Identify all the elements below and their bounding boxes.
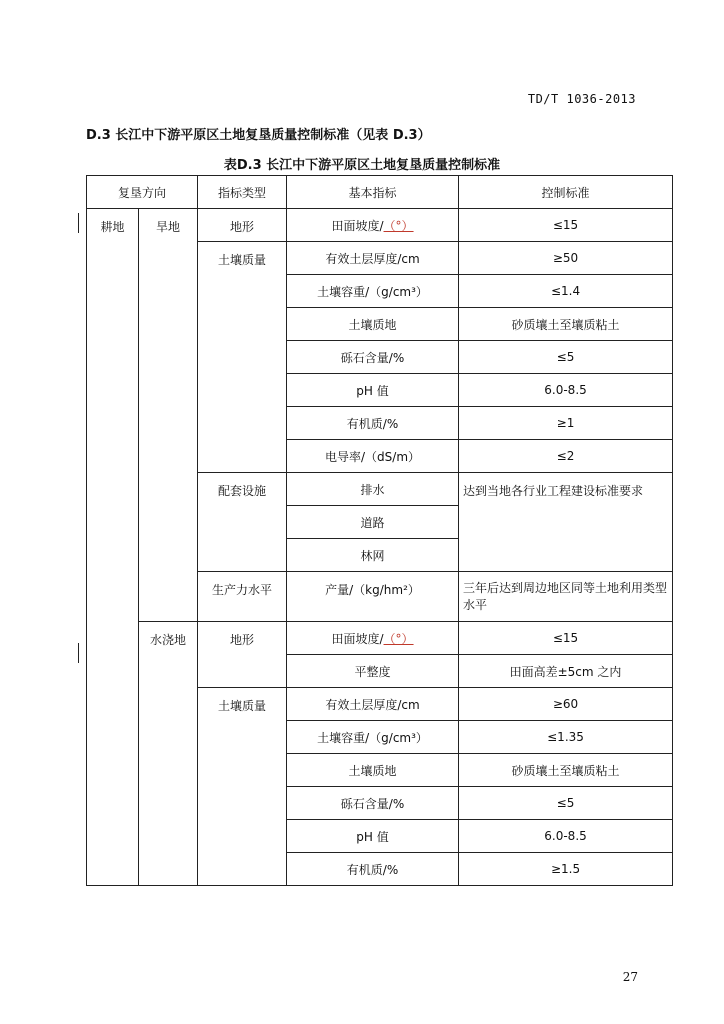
indicator-cell: 有效土层厚度/cm bbox=[287, 242, 459, 275]
revision-bar bbox=[78, 643, 79, 663]
standard-cell: ≤2 bbox=[459, 440, 673, 473]
standard-cell: ≥60 bbox=[459, 688, 673, 721]
type-cell: 土壤质量 bbox=[198, 688, 287, 886]
indicator-cell: 砾石含量/% bbox=[287, 787, 459, 820]
table-caption: 表D.3 长江中下游平原区土地复垦质量控制标准 bbox=[223, 158, 501, 173]
header-direction: 复垦方向 bbox=[87, 176, 198, 209]
type-cell: 生产力水平 bbox=[198, 572, 287, 622]
standard-cell: ≤15 bbox=[459, 209, 673, 242]
section-heading: D.3 长江中下游平原区土地复垦质量控制标准（见表 D.3） bbox=[86, 128, 431, 143]
indicator-cell: 土壤质地 bbox=[287, 308, 459, 341]
indicator-cell: 平整度 bbox=[287, 655, 459, 688]
dryland-cell: 旱地 bbox=[139, 209, 198, 622]
standard-cell: ≥1.5 bbox=[459, 853, 673, 886]
indicator-cell bbox=[287, 209, 459, 242]
indicator-cell: 电导率/（dS/m） bbox=[287, 440, 459, 473]
standard-cell: ≤15 bbox=[459, 622, 673, 655]
table-row bbox=[87, 622, 673, 655]
indicator-cell: 土壤容重/（g/cm³） bbox=[287, 275, 459, 308]
header-standard: 控制标准 bbox=[459, 176, 673, 209]
standard-cell: 田面高差±5cm 之内 bbox=[459, 655, 673, 688]
indicator-text: 田面坡度/ bbox=[331, 631, 384, 646]
indicator-cell bbox=[287, 622, 459, 655]
standard-cell: ≤1.4 bbox=[459, 275, 673, 308]
type-cell: 地形 bbox=[198, 209, 287, 242]
indicator-cell: pH 值 bbox=[287, 374, 459, 407]
standard-cell: 6.0-8.5 bbox=[459, 374, 673, 407]
header-indicator: 基本指标 bbox=[287, 176, 459, 209]
revision-bar bbox=[78, 213, 79, 233]
indicator-cell: 有机质/% bbox=[287, 407, 459, 440]
standard-cell: 6.0-8.5 bbox=[459, 820, 673, 853]
header-type: 指标类型 bbox=[198, 176, 287, 209]
indicator-text: 田面坡度/ bbox=[331, 218, 384, 233]
standard-cell: ≥50 bbox=[459, 242, 673, 275]
indicator-cell: 道路 bbox=[287, 506, 459, 539]
indicator-cell: 土壤质地 bbox=[287, 754, 459, 787]
standard-cell: ≤1.35 bbox=[459, 721, 673, 754]
indicator-cell: 有机质/% bbox=[287, 853, 459, 886]
table-row bbox=[87, 209, 673, 242]
indicator-cell: 有效土层厚度/cm bbox=[287, 688, 459, 721]
indicator-cell: 土壤容重/（g/cm³） bbox=[287, 721, 459, 754]
indicator-unit-marked: （°） bbox=[383, 218, 414, 233]
type-cell: 配套设施 bbox=[198, 473, 287, 572]
indicator-cell: 砾石含量/% bbox=[287, 341, 459, 374]
irrigated-cell: 水浇地 bbox=[139, 622, 198, 886]
document-code: TD/T 1036-2013 bbox=[527, 92, 636, 106]
standard-cell: 达到当地各行业工程建设标准要求 bbox=[459, 473, 673, 572]
standard-cell: 三年后达到周边地区同等土地利用类型水平 bbox=[459, 572, 673, 622]
standard-cell: ≤5 bbox=[459, 341, 673, 374]
quality-standard-table bbox=[86, 175, 673, 886]
indicator-cell: 产量/（kg/hm²） bbox=[287, 572, 459, 622]
standard-cell: ≤5 bbox=[459, 787, 673, 820]
standard-cell: ≥1 bbox=[459, 407, 673, 440]
standard-cell: 砂质壤土至壤质粘土 bbox=[459, 308, 673, 341]
indicator-cell: 林网 bbox=[287, 539, 459, 572]
type-cell: 地形 bbox=[198, 622, 287, 688]
group-cultivated-cell: 耕地 bbox=[87, 209, 139, 886]
indicator-cell: 排水 bbox=[287, 473, 459, 506]
indicator-unit-marked: （°） bbox=[383, 631, 414, 646]
standard-cell: 砂质壤土至壤质粘土 bbox=[459, 754, 673, 787]
type-cell: 土壤质量 bbox=[198, 242, 287, 473]
indicator-cell: pH 值 bbox=[287, 820, 459, 853]
page-number: 27 bbox=[622, 970, 638, 984]
table-header-row bbox=[87, 176, 673, 209]
